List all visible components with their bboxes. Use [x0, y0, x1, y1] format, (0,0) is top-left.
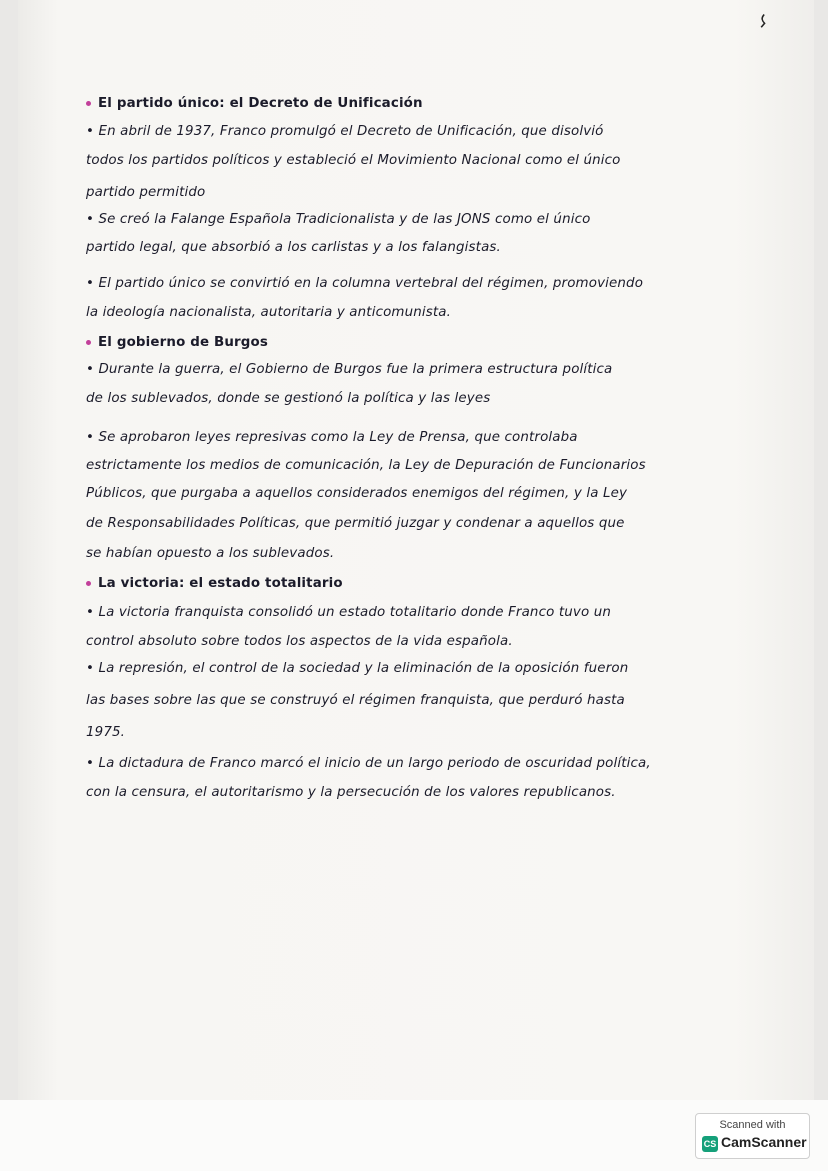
line-text: la ideología nacionalista, autoritaria y anticomunista. [86, 305, 452, 320]
corner-mark: ᓭ [753, 11, 773, 32]
line-text: partido legal, que absorbió a los carlistas y a los falangistas. [86, 240, 501, 255]
line-text: control absoluto sobre todos los aspectos de la vida española. [86, 634, 513, 649]
line-text: • Se creó la Falange Española Tradicionalista y de las JONS como el único [86, 212, 591, 227]
scanned-with-label: Scanned with [719, 1119, 786, 1131]
text-line [86, 305, 451, 320]
line-text: El partido único: el Decreto de Unificación [98, 96, 423, 111]
line-text: de Responsabilidades Políticas, que permitió juzgar y condenar a aquellos que [86, 516, 625, 531]
text-line [86, 240, 501, 255]
line-text: La victoria: el estado totalitario [98, 576, 343, 591]
text-line [86, 605, 611, 620]
line-text: estrictamente los medios de comunicación, la Ley de Depuración de Funcionarios [86, 458, 646, 473]
line-text: • La represión, el control de la sociedad y la eliminación de la oposición fueron [86, 661, 629, 676]
text-line [86, 725, 125, 740]
line-text: las bases sobre las que se construyó el régimen franquista, que perduró hasta [86, 693, 625, 708]
text-line [86, 516, 625, 531]
text-line [86, 785, 616, 800]
camscanner-logo-icon: CS [702, 1136, 718, 1152]
text-line [86, 458, 646, 473]
text-line [86, 153, 621, 168]
text-line [86, 693, 625, 708]
text-line [86, 185, 205, 200]
line-text: con la censura, el autoritarismo y la persecución de los valores republicanos. [86, 785, 616, 800]
line-text: • El partido único se convirtió en la columna vertebral del régimen, promoviendo [86, 276, 644, 291]
section-heading [86, 576, 343, 591]
line-text: • La victoria franquista consolidó un estado totalitario donde Franco tuvo un [86, 605, 611, 620]
text-line [86, 634, 513, 649]
line-text: • Se aprobaron leyes represivas como la Ley de Prensa, que controlaba [86, 430, 578, 445]
text-line [86, 391, 490, 406]
line-text: • Durante la guerra, el Gobierno de Burgos fue la primera estructura política [86, 362, 613, 377]
bullet-icon [86, 101, 91, 106]
line-text: se habían opuesto a los sublevados. [86, 546, 335, 561]
text-line [86, 212, 590, 227]
text-line [86, 276, 643, 291]
text-line [86, 756, 651, 771]
camscanner-badge [695, 1113, 810, 1159]
section-heading [86, 96, 423, 111]
text-line [86, 430, 578, 445]
line-text: • La dictadura de Franco marcó el inicio de un largo periodo de oscuridad política, [86, 756, 651, 771]
text-line [86, 486, 627, 501]
line-text: El gobierno de Burgos [98, 335, 269, 350]
text-line [86, 124, 604, 139]
line-text: partido permitido [86, 185, 206, 200]
line-text: 1975. [86, 725, 126, 740]
line-text: todos los partidos políticos y estableció el Movimiento Nacional como el único [86, 153, 621, 168]
bullet-icon [86, 581, 91, 586]
line-text: Públicos, que purgaba a aquellos considerados enemigos del régimen, y la Ley [86, 486, 628, 501]
section-heading [86, 335, 268, 350]
line-text: de los sublevados, donde se gestionó la política y las leyes [86, 391, 491, 406]
camscanner-brand: CamScanner [721, 1134, 807, 1150]
text-line [86, 362, 612, 377]
text-line [86, 661, 628, 676]
bullet-icon [86, 340, 91, 345]
text-line [86, 546, 334, 561]
line-text: • En abril de 1937, Franco promulgó el Decreto de Unificación, que disolvió [86, 124, 604, 139]
